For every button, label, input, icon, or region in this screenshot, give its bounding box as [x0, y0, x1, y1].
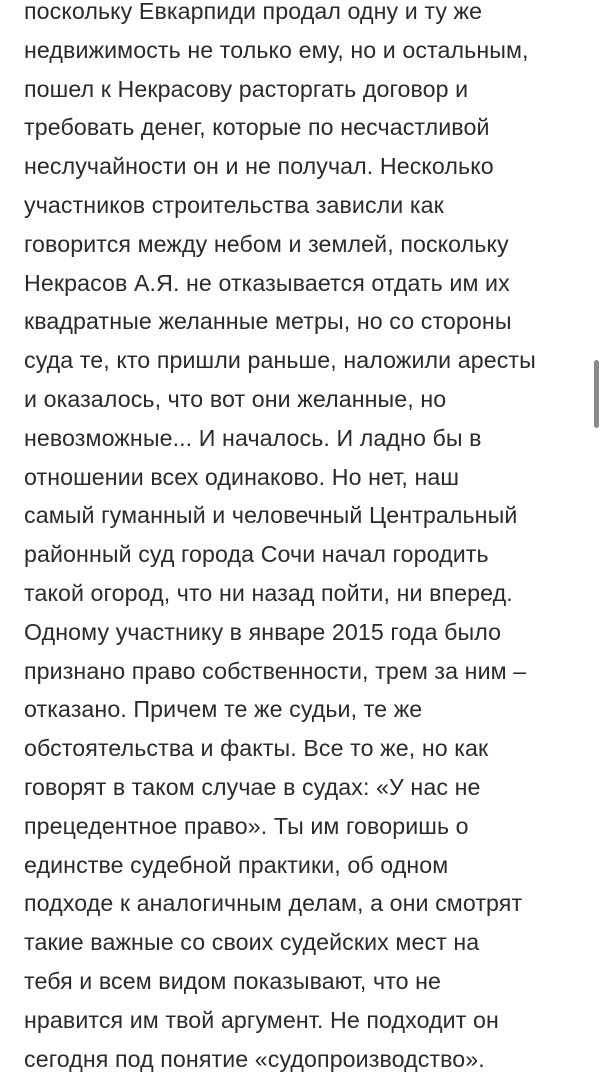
text-line: неслучайности он и не получал. Несколько [24, 153, 494, 180]
text-line: Некрасов А.Я. не отказывается отдать им их [24, 269, 510, 296]
text-line: участников строительства зависли как [24, 191, 444, 218]
text-line: обстоятельства и факты. Все то же, но как [24, 735, 489, 762]
text-line: подходе к аналогичным делам, а они смотрят [24, 890, 523, 917]
text-line: поскольку Евкарпиди продал одну и ту же [24, 0, 483, 24]
text-line: районный суд города Сочи начал городить [24, 541, 489, 568]
text-line: тебя и всем видом показывают, что не [24, 967, 442, 994]
text-line: Одному участнику в январе 2015 года было [24, 618, 502, 645]
text-line: самый гуманный и человечный Центральный [24, 502, 518, 529]
text-line: требовать денег, которые по несчастливой [24, 114, 490, 141]
text-line: и оказалось, что вот они желанные, но [24, 385, 447, 412]
text-line: отношении всех одинаково. Но нет, наш [24, 463, 460, 490]
text-line: говорят в таком случае в судах: «У нас не [24, 773, 481, 800]
text-line: отказано. Причем те же судьи, те же [24, 696, 423, 723]
text-line: нравится им твой аргумент. Не подходит он [24, 1006, 499, 1033]
text-line: признано право собственности, трем за ним – [24, 657, 527, 684]
text-line: суда те, кто пришли раньше, наложили аресты [24, 347, 536, 374]
text-line: недвижимость не только ему, но и остальным, [24, 36, 529, 63]
article-text [24, 0, 594, 1078]
text-line: такие важные со своих судейских мест на [24, 929, 480, 956]
text-line: пошел к Некрасову расторгать договор и [24, 75, 469, 102]
text-line: невозможные... И началось. И ладно бы в [24, 424, 482, 451]
text-line: сегодня под понятие «судопроизводство». [24, 1045, 485, 1072]
scrollbar-thumb[interactable] [594, 360, 599, 428]
text-line: квадратные желанные метры, но со стороны [24, 308, 512, 335]
text-line: прецедентное право». Ты им говоришь о [24, 812, 469, 839]
text-line: такой огород, что ни назад пойти, ни вперед. [24, 579, 513, 606]
text-line: единстве судебной практики, об одном [24, 851, 449, 878]
text-line: говорится между небом и землей, поскольку [24, 230, 509, 257]
